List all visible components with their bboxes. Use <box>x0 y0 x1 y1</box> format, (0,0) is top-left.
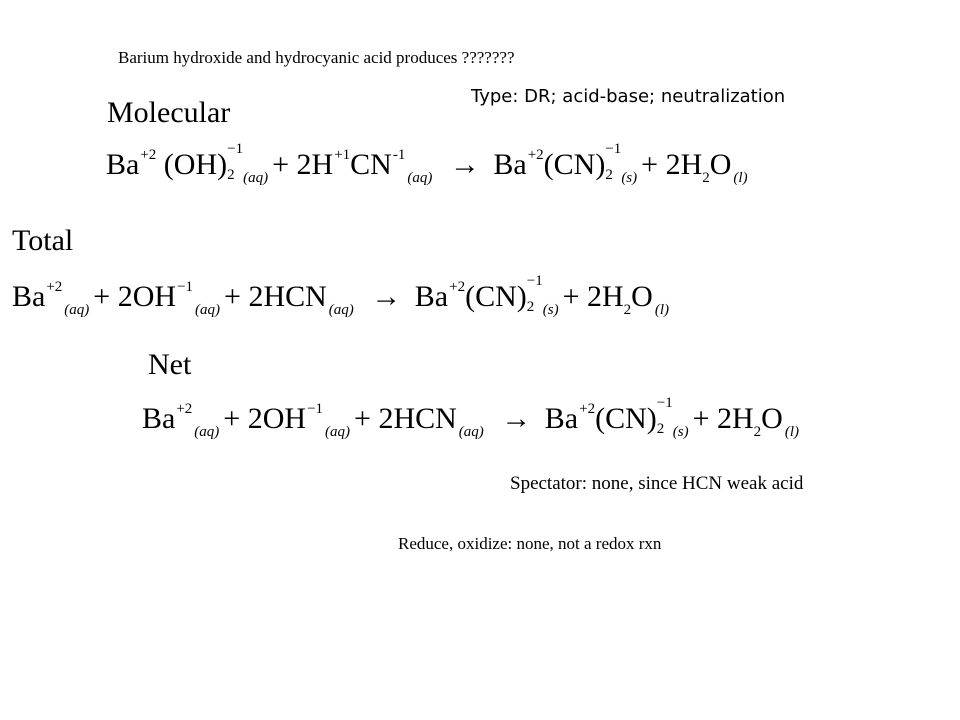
molecular-ba-charge: +2 <box>140 147 157 163</box>
molecular-ba: Ba <box>106 148 140 181</box>
molecular-water-sub: 2 <box>702 170 710 186</box>
net-plus-2: + <box>354 402 371 435</box>
molecular-water-h: 2H <box>665 148 703 181</box>
total-water-h: 2H <box>587 280 624 313</box>
total-arrow: → <box>371 280 402 313</box>
total-water-sub: 2 <box>623 302 632 318</box>
molecular-cn2-charge: −1 <box>605 141 622 157</box>
molecular-state-aq-2: (aq) <box>407 170 433 186</box>
intro-question: Barium hydroxide and hydrocyanic acid produces ??????? <box>118 48 515 67</box>
net-cn-group: (CN) <box>595 402 657 435</box>
molecular-state-aq: (aq) <box>243 170 269 186</box>
molecular-plus-2: + <box>641 148 659 181</box>
total-ba-charge: +2 <box>46 279 63 295</box>
net-state-aq-3: (aq) <box>458 424 484 440</box>
total-hcn: 2HCN <box>248 280 327 313</box>
net-oh: 2OH <box>247 402 307 435</box>
molecular-state-l: (l) <box>733 170 748 186</box>
total-state-l: (l) <box>654 302 670 318</box>
total-oh-charge: −1 <box>177 279 194 295</box>
molecular-cn-sub: 2 <box>605 167 613 183</box>
net-water-o: O <box>761 402 783 435</box>
net-state-aq-2: (aq) <box>325 424 351 440</box>
molecular-water-o: O <box>709 148 732 181</box>
molecular-oh-group: (OH) <box>163 148 228 181</box>
equation-total <box>12 273 673 318</box>
total-oh: 2OH <box>117 280 177 313</box>
molecular-cn: CN <box>350 148 392 181</box>
total-ba: Ba <box>12 280 46 313</box>
net-ba-2: Ba <box>544 402 579 435</box>
reaction-type: Type: DR; acid-base; neutralization <box>471 86 786 107</box>
equation-net <box>142 395 803 440</box>
total-state-aq-2: (aq) <box>195 302 221 318</box>
net-plus-1: + <box>223 402 241 435</box>
molecular-oh-charge: −1 <box>227 141 244 157</box>
net-water-h: 2H <box>717 402 754 435</box>
net-ba: Ba <box>142 402 176 435</box>
total-ba2-charge: +2 <box>449 279 466 295</box>
molecular-plus-1: + <box>272 148 290 181</box>
molecular-arrow: → <box>449 148 480 181</box>
net-oh-charge: −1 <box>307 401 324 417</box>
net-ba2-charge: +2 <box>579 401 596 417</box>
net-state-s: (s) <box>672 424 689 440</box>
molecular-state-s: (s) <box>621 170 638 186</box>
heading-total: Total <box>12 224 74 257</box>
total-plus-3: + <box>562 280 580 313</box>
molecular-cn-group: (CN) <box>543 148 606 181</box>
molecular-coef-h: 2H <box>296 148 334 181</box>
net-plus-3: + <box>692 402 710 435</box>
total-cn-charge: −1 <box>526 273 543 289</box>
equation-molecular <box>106 141 752 186</box>
net-state-aq: (aq) <box>194 424 220 440</box>
heading-net: Net <box>148 348 192 381</box>
net-cn-sub: 2 <box>656 421 665 437</box>
total-ba-2: Ba <box>414 280 449 313</box>
molecular-cn-charge: -1 <box>392 147 406 163</box>
molecular-h-charge: +1 <box>334 147 351 163</box>
net-hcn: 2HCN <box>378 402 457 435</box>
molecular-oh-sub: 2 <box>227 167 235 183</box>
total-water-o: O <box>631 280 653 313</box>
total-state-aq-3: (aq) <box>328 302 354 318</box>
molecular-ba2-charge: +2 <box>527 147 544 163</box>
total-plus-1: + <box>93 280 111 313</box>
net-ba-charge: +2 <box>176 401 193 417</box>
net-arrow: → <box>501 402 532 435</box>
net-state-l: (l) <box>784 424 800 440</box>
spectator-note: Spectator: none, since HCN weak acid <box>510 473 804 494</box>
total-cn-group: (CN) <box>465 280 527 313</box>
redox-note: Reduce, oxidize: none, not a redox rxn <box>398 534 662 553</box>
total-plus-2: + <box>224 280 241 313</box>
molecular-ba-2: Ba <box>493 148 527 181</box>
heading-molecular: Molecular <box>107 96 231 129</box>
total-state-s: (s) <box>542 302 559 318</box>
net-water-sub: 2 <box>753 424 762 440</box>
total-cn-sub: 2 <box>526 299 535 315</box>
net-cn-charge: −1 <box>656 395 673 411</box>
total-state-aq: (aq) <box>64 302 90 318</box>
